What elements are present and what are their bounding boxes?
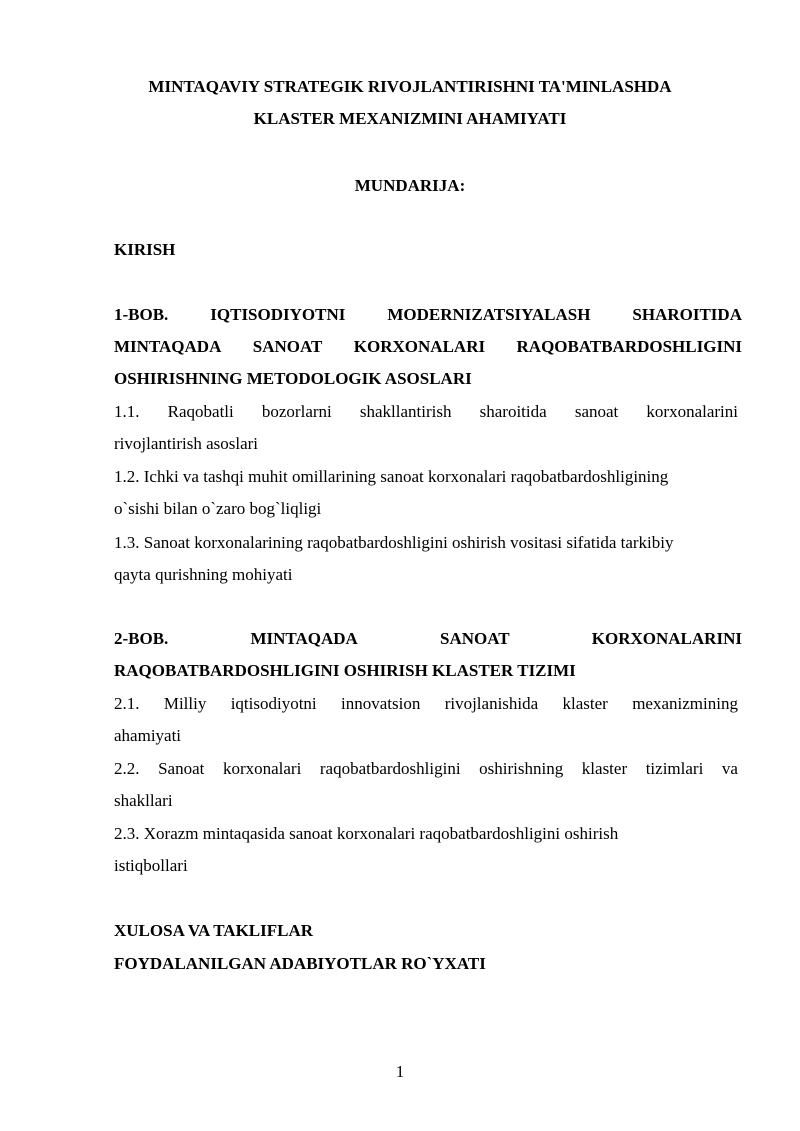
word: SANOAT: [252, 337, 323, 356]
toc-section-1-3-line-1: 1.3. Sanoat korxonalarining raqobatbardoshligini oshirish vositasi sifatida tarkibiy: [114, 533, 674, 552]
toc-chapter-1-line-1: [114, 305, 742, 325]
word: innovatsion: [341, 694, 421, 713]
word: Milliy: [163, 694, 207, 713]
word: bozorlarni: [261, 402, 332, 421]
contents-heading: MUNDARIJA:: [354, 176, 466, 195]
toc-section-1-2-line-1: 1.2. Ichki va tashqi muhit omillarining sanoat korxonalari raqobatbardoshligining: [114, 467, 669, 486]
toc-chapter-2-line-2: RAQOBATBARDOSHLIGINI OSHIRISH KLASTER TIZIMI: [114, 661, 576, 680]
word: RAQOBATBARDOSHLIGINI: [516, 337, 742, 356]
toc-entry-intro: KIRISH: [114, 240, 176, 259]
word: IQTISODIYOTNI: [210, 305, 346, 324]
word: raqobatbardoshligini: [319, 759, 461, 778]
word: KORXONALARINI: [591, 629, 742, 648]
toc-entry-conclusion: XULOSA VA TAKLIFLAR: [114, 921, 314, 940]
word: Sanoat: [158, 759, 205, 778]
word: 1-BOB.: [114, 305, 169, 324]
toc-section-2-3-line-1: 2.3. Xorazm mintaqasida sanoat korxonalari raqobatbardoshligini oshirish: [114, 824, 619, 843]
toc-section-2-1-line-1: [114, 694, 738, 714]
word: MODERNIZATSIYALASH: [387, 305, 591, 324]
word: MINTAQADA: [250, 629, 358, 648]
toc-section-1-1-line-1: [114, 402, 738, 422]
toc-entry-references: FOYDALANILGAN ADABIYOTLAR RO`YXATI: [114, 954, 486, 973]
word: SANOAT: [440, 629, 510, 648]
toc-chapter-2-line-1: [114, 629, 742, 649]
word: 2.2.: [114, 759, 140, 778]
word: va: [721, 759, 738, 778]
toc-section-2-2-line-2: shakllari: [114, 791, 173, 810]
toc-section-1-3-line-2: qayta qurishning mohiyati: [114, 565, 293, 584]
word: klaster: [562, 694, 608, 713]
word: 2.1.: [114, 694, 140, 713]
word: iqtisodiyotni: [230, 694, 317, 713]
page-number: 1: [395, 1062, 405, 1081]
word: MINTAQADA: [114, 337, 222, 356]
toc-section-2-1-line-2: ahamiyati: [114, 726, 182, 745]
toc-section-2-2-line-1: [114, 759, 738, 779]
word: sharoitida: [479, 402, 547, 421]
word: Raqobatli: [167, 402, 234, 421]
word: SHAROITIDA: [632, 305, 742, 324]
document-title-line-1: MINTAQAVIY STRATEGIK RIVOJLANTIRISHNI TA'MINLASHDA: [148, 77, 672, 96]
document-title-line-2: KLASTER MEXANIZMINI AHAMIYATI: [253, 109, 567, 128]
word: sanoat: [574, 402, 619, 421]
toc-section-1-2-line-2: o`sishi bilan o`zaro bog`liqligi: [114, 499, 322, 518]
word: 1.1.: [114, 402, 140, 421]
word: mexanizmining: [632, 694, 738, 713]
word: klaster: [581, 759, 628, 778]
word: shakllantirish: [359, 402, 452, 421]
word: korxonalari: [222, 759, 302, 778]
word: rivojlanishida: [444, 694, 539, 713]
word: oshirishning: [479, 759, 564, 778]
word: korxonalarini: [646, 402, 738, 421]
word: KORXONALARI: [353, 337, 486, 356]
toc-chapter-1-line-2: [114, 337, 742, 357]
toc-section-2-3-line-2: istiqbollari: [114, 856, 188, 875]
word: 2-BOB.: [114, 629, 169, 648]
toc-section-1-1-line-2: rivojlantirish asoslari: [114, 434, 259, 453]
word: tizimlari: [645, 759, 704, 778]
toc-chapter-1-line-3: OSHIRISHNING METODOLOGIK ASOSLARI: [114, 369, 472, 388]
